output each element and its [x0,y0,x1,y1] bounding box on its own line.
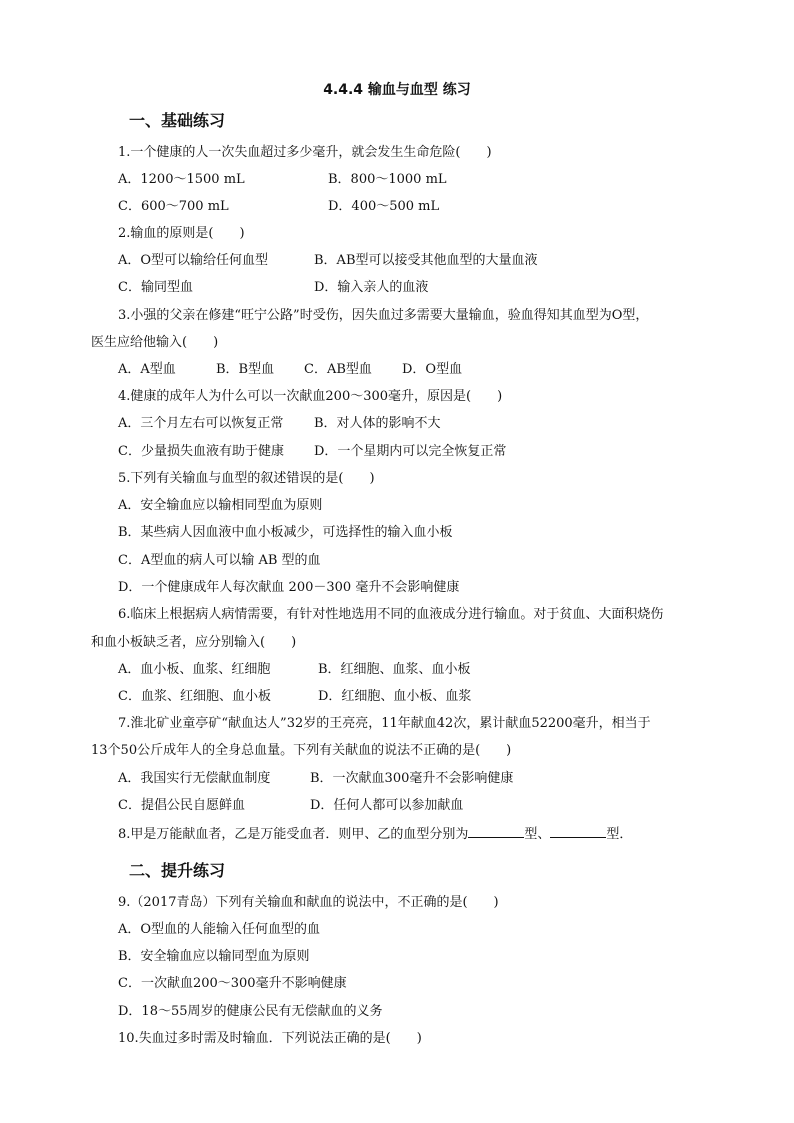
question-9-option-b: B．安全输血应以输同型血为原则 [118,949,310,964]
question-2-option-a: A．O型可以输给任何血型 [118,253,269,268]
question-1-stem: 1.一个健康的人一次失血超过多少毫升，就会发生生命危险( ) [118,145,492,160]
question-6-stem-line-1: 6.临床上根据病人病情需要，有针对性地选用不同的血液成分进行输血。对于贫血、大面积烧伤 [118,607,664,622]
question-4-option-d: D．一个星期内可以完全恢复正常 [314,444,507,459]
question-2-stem: 2.输血的原则是( ) [118,226,245,241]
question-3-option-d: D．O型血 [402,362,463,377]
question-9-option-c: C．一次献血200～300毫升不影响健康 [118,976,347,991]
question-4-option-a: A．三个月左右可以恢复正常 [118,416,284,431]
question-3-stem-line-1: 3.小强的父亲在修建“旺宁公路”时受伤，因失血过多需要大量输血，验血得知其血型为O型， [118,308,649,323]
question-8-text-2: 型、 [524,827,551,842]
question-8-text-1: 8.甲是万能献血者，乙是万能受血者．则甲、乙的血型分别为 [118,827,469,842]
question-5-stem: 5.下列有关输血与血型的叙述错误的是( ) [118,471,375,486]
question-6-option-d: D．红细胞、血小板、血浆 [318,689,472,704]
question-3-stem-line-2: 医生应给他输入( ) [91,335,219,350]
question-1-option-d: D．400～500 mL [328,199,440,214]
question-4-option-b: B．对人体的影响不大 [314,416,441,431]
question-3-option-b: B．B型血 [216,362,275,377]
section-heading-basic: 一、基础练习 [129,111,226,130]
question-8-stem [118,823,632,845]
question-3-option-c: C．AB型血 [304,362,372,377]
question-9-option-a: A．O型血的人能输入任何血型的血 [118,922,321,937]
question-1-option-a: A．1200～1500 mL [118,172,245,187]
question-7-option-a: A．我国实行无偿献血制度 [118,771,271,786]
question-4-option-c: C．少量损失血液有助于健康 [118,444,284,459]
question-5-option-c: C．A型血的病人可以输 AB 型的血 [118,553,321,568]
question-9-option-d: D．18～55周岁的健康公民有无偿献血的义务 [118,1004,383,1019]
answer-blank-1[interactable] [468,823,524,838]
question-6-option-b: B．红细胞、血浆、血小板 [318,662,471,677]
question-2-option-d: D．输入亲人的血液 [314,280,429,295]
question-5-option-d: D．一个健康成年人每次献血 200－300 毫升不会影响健康 [118,580,460,595]
question-7-stem-line-2: 13个50公斤成年人的全身总血量。下列有关献血的说法不正确的是( ) [91,743,512,758]
question-8-text-3: 型． [606,827,633,842]
question-7-option-d: D．任何人都可以参加献血 [310,798,464,813]
question-4-stem: 4.健康的成年人为什么可以一次献血200～300毫升，原因是( ) [118,389,503,404]
answer-blank-2[interactable] [550,823,606,838]
section-heading-advanced: 二、提升练习 [129,861,226,880]
question-1-option-c: C．600～700 mL [118,199,229,214]
question-1-option-b: B．800～1000 mL [328,172,447,187]
question-6-stem-line-2: 和血小板缺乏者，应分别输入( ) [91,635,297,650]
question-2-option-c: C．输同型血 [118,280,193,295]
question-2-option-b: B．AB型可以接受其他血型的大量血液 [314,253,538,268]
question-5-option-a: A．安全输血应以输相同型血为原则 [118,498,323,513]
question-6-option-c: C．血浆、红细胞、血小板 [118,689,271,704]
question-6-option-a: A．血小板、血浆、红细胞 [118,662,271,677]
question-9-stem: 9.（2017青岛）下列有关输血和献血的说法中，不正确的是( ) [118,895,499,910]
question-5-option-b: B．某些病人因血液中血小板减少，可选择性的输入血小板 [118,525,453,540]
question-3-option-a: A．A型血 [118,362,176,377]
question-10-stem: 10.失血过多时需及时输血．下列说法正确的是( ) [118,1031,422,1046]
question-7-option-b: B．一次献血300毫升不会影响健康 [310,771,514,786]
question-7-option-c: C．提倡公民自愿鲜血 [118,798,245,813]
question-7-stem-line-1: 7.淮北矿业童亭矿“献血达人”32岁的王亮亮，11年献血42次，累计献血52200毫升，相当于 [118,716,651,731]
page-title: 4.4.4 输血与血型 练习 [323,82,471,98]
